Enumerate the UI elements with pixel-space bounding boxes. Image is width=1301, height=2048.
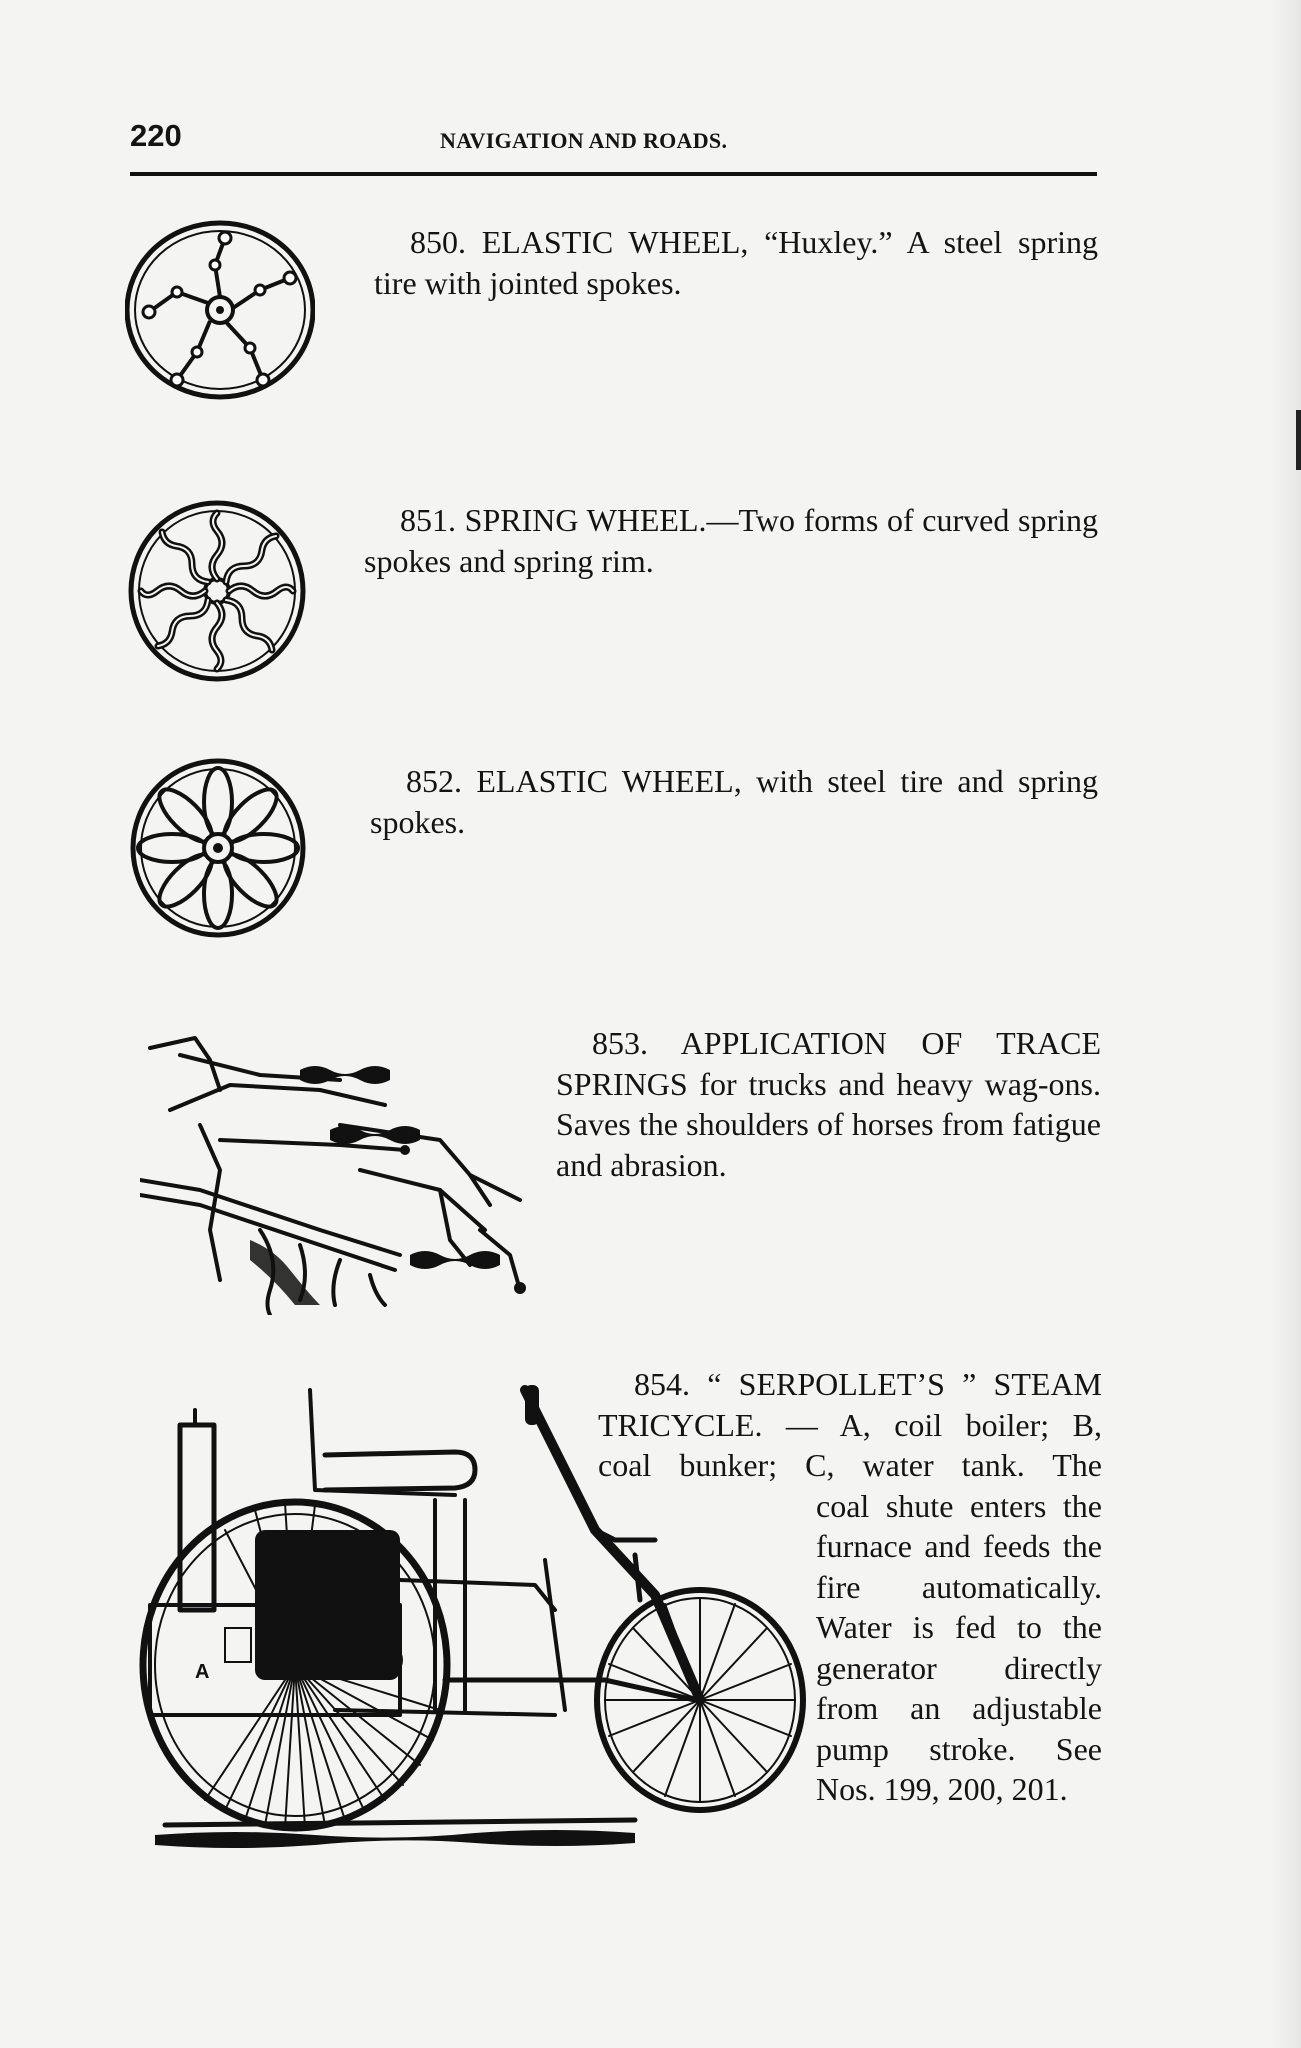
entry-854-line-9: from an adjustable	[816, 1690, 1102, 1726]
entry-854-line-7: Water is fed to the	[816, 1609, 1102, 1645]
entry-854-line-5: furnace and feeds the	[816, 1528, 1102, 1564]
entry-854-line-4: coal shute enters the	[816, 1487, 1102, 1524]
entry-851	[364, 500, 1098, 581]
huxley-wheel-illustration	[125, 220, 315, 400]
entry-854-line-2: TRICYCLE. — A, coil boiler; B,	[598, 1406, 1102, 1443]
entry-850	[374, 222, 1098, 303]
entry-854-line-10: pump stroke. See	[816, 1730, 1102, 1767]
entry-854-line-3: coal bunker; C, water tank. The	[598, 1447, 1102, 1483]
entry-851-text: 851. SPRING WHEEL.—Two forms of curved spring spokes and spring rim.	[364, 502, 1098, 579]
entry-852-text: 852. ELASTIC WHEEL, with steel tire and spring spokes.	[370, 763, 1098, 840]
header-rule	[130, 172, 1097, 176]
trace-springs-illustration	[140, 1030, 540, 1315]
entry-852	[370, 761, 1098, 842]
entry-854-line-8: generator directly	[816, 1649, 1102, 1686]
entry-853-text: 853. APPLICATION OF TRACE SPRINGS for trucks and heavy wag-ons. Saves the shoulders of horses from fatigue and abrasion.	[556, 1025, 1101, 1183]
entry-853	[556, 1023, 1101, 1185]
spring-wheel-illustration	[128, 500, 306, 682]
entry-854-line-11: Nos. 199, 200, 201.	[816, 1771, 1068, 1807]
elastic-wheel-illustration	[130, 758, 306, 938]
entry-854-line-1: 854. “ SERPOLLET’S ” STEAM	[634, 1366, 1102, 1402]
running-head: NAVIGATION AND ROADS.	[440, 128, 728, 153]
page-edge-mark	[1296, 410, 1301, 470]
boiler-label-a: A	[195, 1661, 210, 1683]
entry-850-text: 850. ELASTIC WHEEL, “Huxley.” A steel spring tire with jointed spokes.	[374, 224, 1098, 301]
entry-854-line-6: fire automatically.	[816, 1568, 1102, 1605]
page-number: 220	[130, 118, 182, 153]
page-edge-shade	[1271, 0, 1301, 2048]
entry-854	[598, 1364, 1102, 1810]
